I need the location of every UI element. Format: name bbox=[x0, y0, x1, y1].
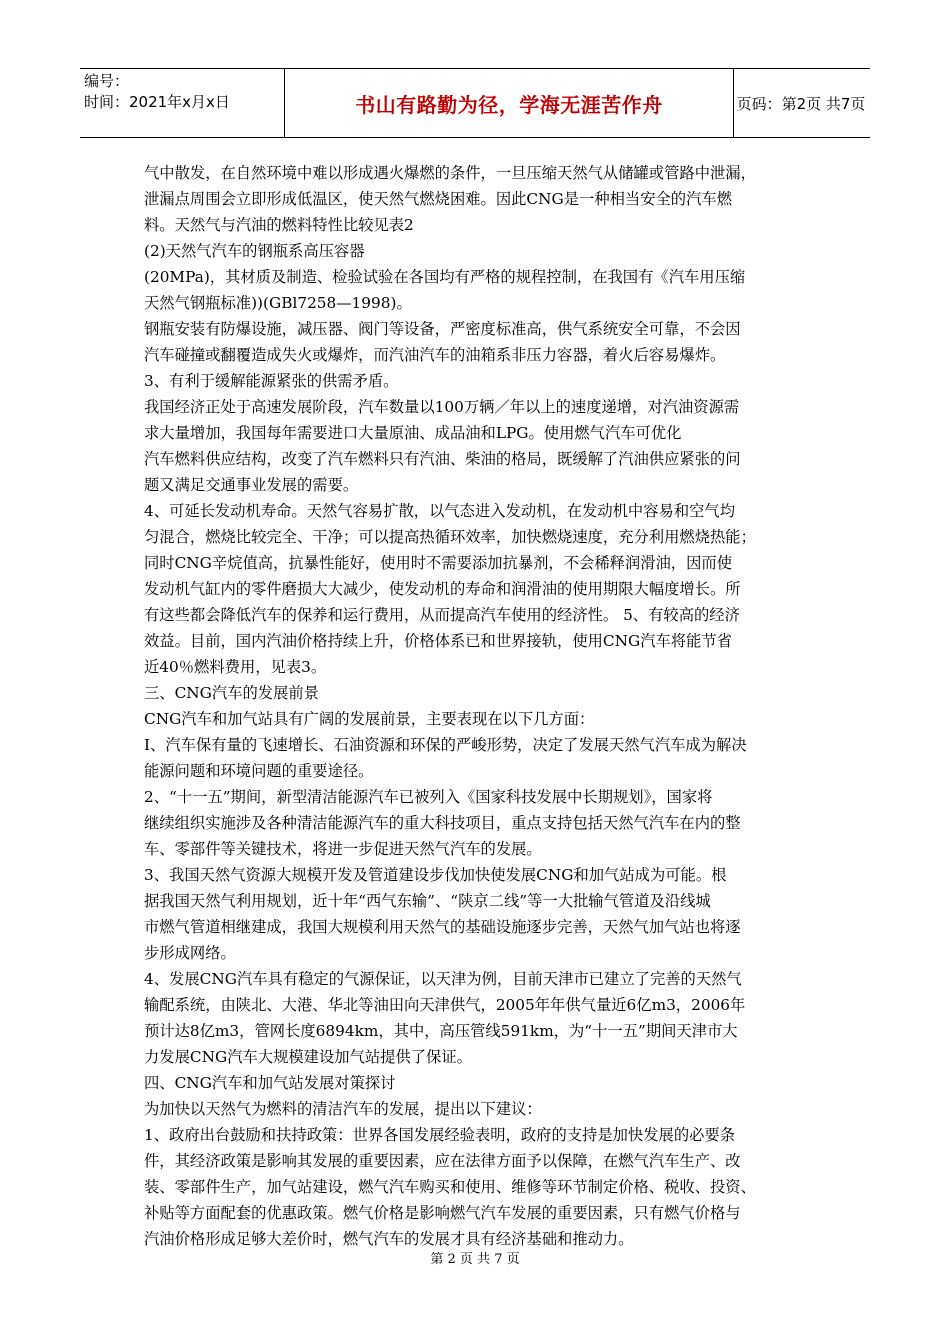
text-line: 钢瓶安装有防爆设施，减压器、阀门等设备，严密度标准高，供气系统安全可靠，不会因 bbox=[144, 320, 741, 338]
text-line: 料。天然气与汽油的燃料特性比较见表2 bbox=[144, 216, 414, 234]
text-line: 三、CNG汽车的发展前景 bbox=[144, 684, 319, 702]
text-line: 泄漏点周围会立即形成低温区，使天然气燃烧困难。因此CNG是一种相当安全的汽车燃 bbox=[144, 190, 732, 208]
text-line: 四、CNG汽车和加气站发展对策探讨 bbox=[144, 1074, 396, 1092]
text-line: I、汽车保有量的飞速增长、石油资源和环保的严峻形势，决定了发展天然气汽车成为解决 bbox=[144, 736, 747, 754]
text-line: (20MPa)，其材质及制造、检验试验在各国均有严格的规程控制，在我国有《汽车用压缩 bbox=[144, 268, 746, 286]
text-line: 汽油价格形成足够大差价时，燃气汽车的发展才具有经济基础和推动力。 bbox=[144, 1230, 634, 1248]
text-line: 效益。目前，国内汽油价格持续上升，价格体系已和世界接轨，使用CNG汽车将能节省 bbox=[144, 632, 732, 650]
text-line: (2)天然气汽车的钢瓶系高压容器 bbox=[144, 242, 365, 260]
text-line: 力发展CNG汽车大规模建设加气站提供了保证。 bbox=[144, 1048, 472, 1066]
document-number-label: 编号： bbox=[84, 72, 130, 90]
text-line: 补贴等方面配套的优惠政策。燃气价格是影响燃气汽车发展的重要因素，只有燃气价格与 bbox=[144, 1204, 741, 1222]
text-line: 2、“十一五”期间，新型清洁能源汽车已被列入《国家科技发展中长期规划》，国家将 bbox=[144, 788, 713, 806]
text-line: 能源问题和环境问题的重要途径。 bbox=[144, 762, 374, 780]
text-line: 同时CNG辛烷值高，抗暴性能好，使用时不需要添加抗暴剂，不会稀释润滑油，因而使 bbox=[144, 554, 732, 572]
text-line: 气中散发，在自然环境中难以形成遇火爆燃的条件，一旦压缩天然气从储罐或管路中泄漏， bbox=[144, 164, 756, 182]
text-line: 输配系统，由陕北、大港、华北等油田向天津供气，2005年年供气量近6亿m3，2006年 bbox=[144, 996, 746, 1014]
text-line: 市燃气管道相继建成，我国大规模利用天然气的基础设施逐步完善，天然气加气站也将逐 bbox=[144, 918, 741, 936]
text-line: 继续组织实施涉及各种清洁能源汽车的重大科技项目，重点支持包括天然气汽车在内的整 bbox=[144, 814, 741, 832]
text-line: 预计达8亿m3，管网长度6894km，其中，高压管线591km，为“十一五”期间天津市大 bbox=[144, 1022, 738, 1040]
page-footer: 第 2 页 共 7 页 bbox=[430, 1252, 520, 1267]
text-line: 3、我国天然气资源大规模开发及管道建设步伐加快使发展CNG和加气站成为可能。根 bbox=[144, 866, 727, 884]
text-line: 汽车燃料供应结构，改变了汽车燃料只有汽油、柴油的格局，既缓解了汽油供应紧张的问 bbox=[144, 450, 741, 468]
text-line: 4、发展CNG汽车具有稳定的气源保证，以天津为例，目前天津市已建立了完善的天然气 bbox=[144, 970, 742, 988]
document-body bbox=[144, 160, 816, 1252]
page-header bbox=[80, 68, 870, 138]
text-line: 装、零部件生产，加气站建设，燃气汽车购买和使用、维修等环节制定价格、税收、投资、 bbox=[144, 1178, 756, 1196]
text-line: 有这些都会降低汽车的保养和运行费用，从而提高汽车使用的经济性。 5、有较高的经济 bbox=[144, 606, 740, 624]
text-line: 发动机气缸内的零件磨损大大减少，使发动机的寿命和润滑油的使用期限大幅度增长。所 bbox=[144, 580, 741, 598]
header-motto: 书山有路勤为径，学海无涯苦作舟 bbox=[284, 69, 734, 137]
document-date: 时间：2021年x月x日 bbox=[84, 93, 230, 111]
text-line: 件，其经济政策是影响其发展的重要因素，应在法律方面予以保障，在燃气汽车生产、改 bbox=[144, 1152, 741, 1170]
text-line: 求大量增加，我国每年需要进口大量原油、成品油和LPG。使用燃气汽车可优化 bbox=[144, 424, 682, 442]
text-line: 天然气钢瓶标准))(GBl7258—1998)。 bbox=[144, 294, 412, 312]
text-line: 汽车碰撞或翻覆造成失火或爆炸，而汽油汽车的油箱系非压力容器，着火后容易爆炸。 bbox=[144, 346, 726, 364]
text-line: CNG汽车和加气站具有广阔的发展前景，主要表现在以下几方面： bbox=[144, 710, 595, 728]
text-line: 我国经济正处于高速发展阶段，汽车数量以100万辆／年以上的速度递增，对汽油资源需 bbox=[144, 398, 740, 416]
text-line: 匀混合，燃烧比较完全、干净；可以提高热循环效率，加快燃烧速度，充分利用燃烧热能； bbox=[144, 528, 756, 546]
text-line: 近40％燃料费用，见表3。 bbox=[144, 658, 327, 676]
text-line: 4、可延长发动机寿命。天然气容易扩散，以气态进入发动机，在发动机中容易和空气均 bbox=[144, 502, 736, 520]
text-line: 步形成网络。 bbox=[144, 944, 236, 962]
text-line: 车、零部件等关键技术，将进一步促进天然气汽车的发展。 bbox=[144, 840, 542, 858]
text-line: 3、有利于缓解能源紧张的供需矛盾。 bbox=[144, 372, 399, 390]
header-meta bbox=[84, 71, 284, 113]
header-page-info: 页码：第2页 共7页 bbox=[736, 94, 866, 113]
text-line: 1、政府出台鼓励和扶持政策：世界各国发展经验表明，政府的支持是加快发展的必要条 bbox=[144, 1126, 736, 1144]
text-line: 为加快以天然气为燃料的清洁汽车的发展，提出以下建议： bbox=[144, 1100, 542, 1118]
text-line: 据我国天然气利用规划，近十年“西气东输”、“陕京二线”等一大批输气管道及沿线城 bbox=[144, 892, 711, 910]
text-line: 题又满足交通事业发展的需要。 bbox=[144, 476, 359, 494]
